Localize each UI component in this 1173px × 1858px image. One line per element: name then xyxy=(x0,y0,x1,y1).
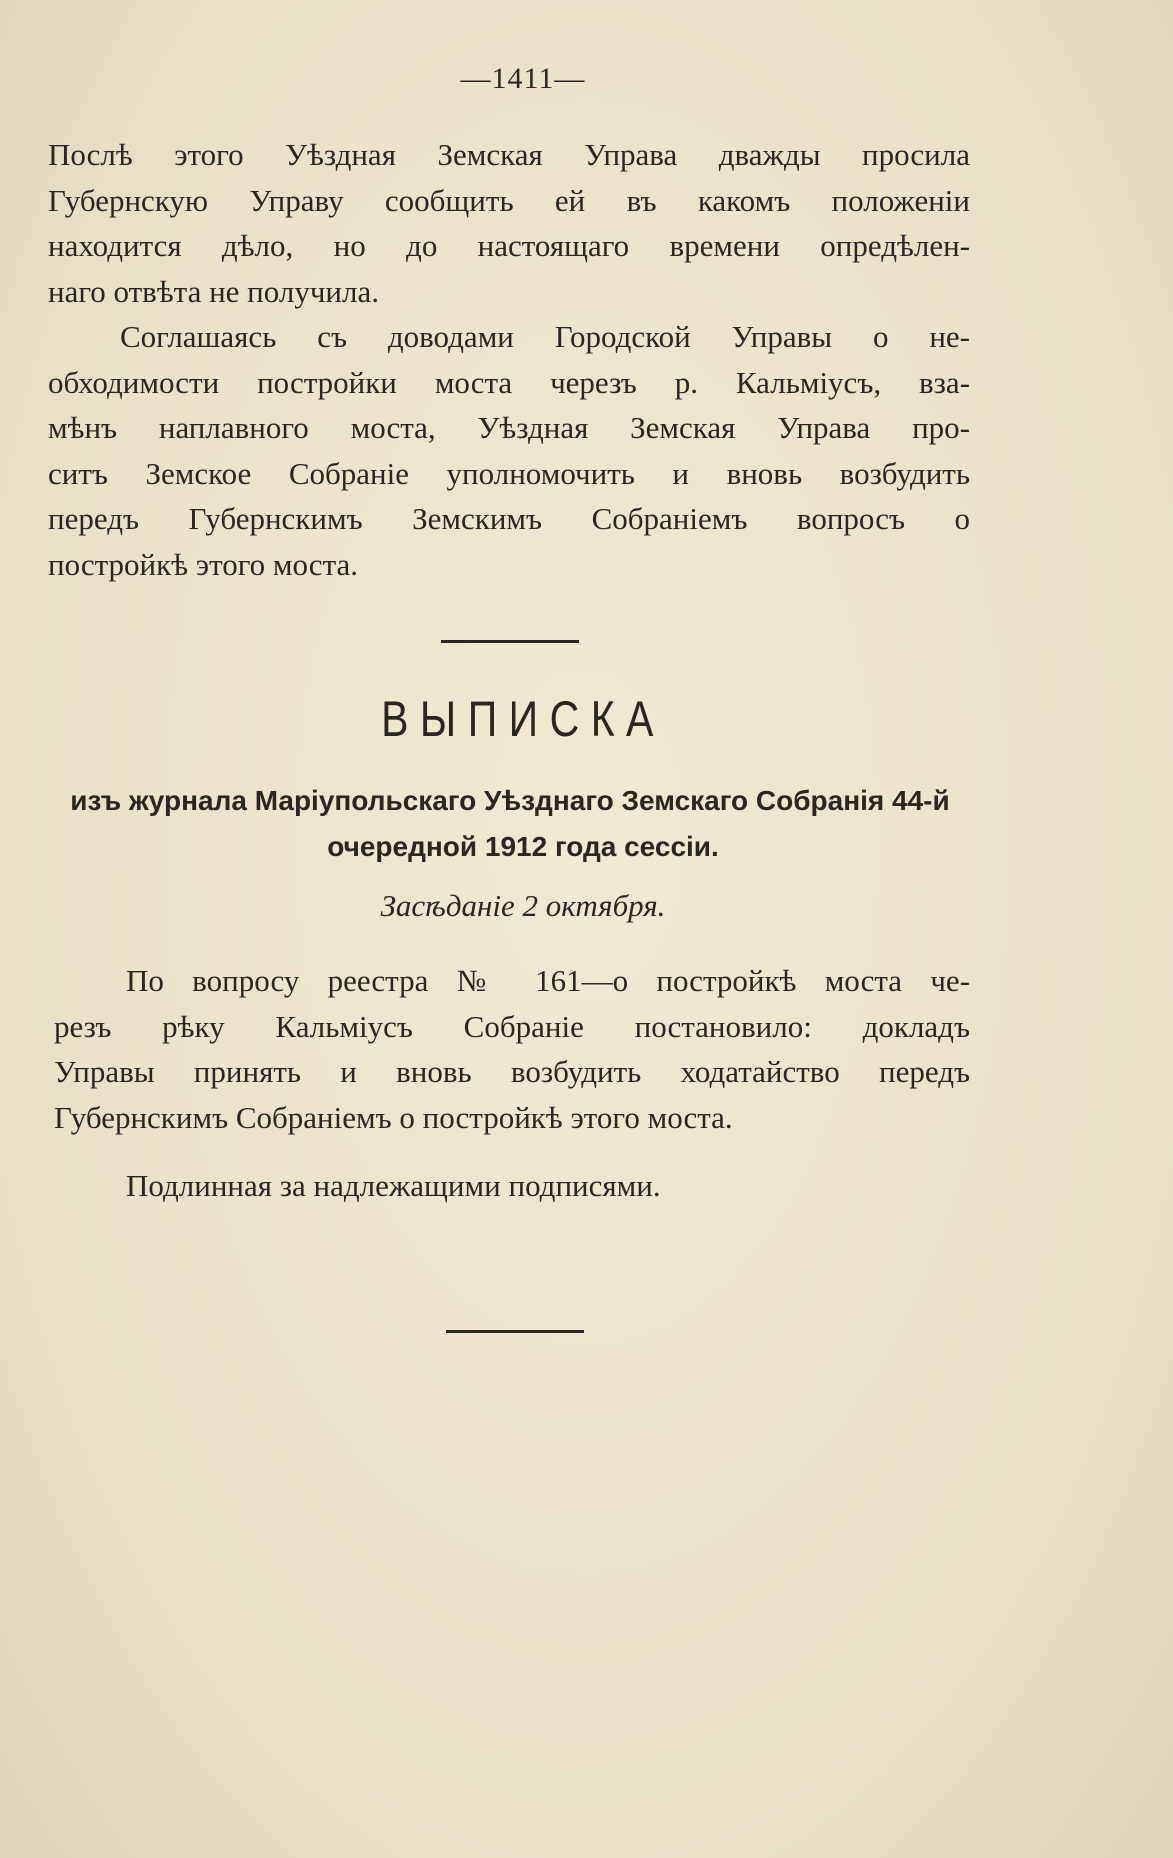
paragraph-2-line: ситъ Земское Собраніе уполномочить и вновь возбудить xyxy=(48,455,970,491)
paragraph-1 xyxy=(48,132,970,314)
paragraph-2-line: Соглашаясь съ доводами Городской Управы о не- xyxy=(120,319,970,354)
section-divider xyxy=(441,640,579,643)
paragraph-3-line: Управы принять и вновь возбудить ходатайство передъ xyxy=(54,1054,970,1089)
paragraph-2-line: передъ Губернскимъ Земскимъ Собраніемъ вопросъ о xyxy=(48,501,970,536)
paragraph-2-line: постройкѣ этого моста. xyxy=(48,546,358,582)
signature-note: Подлинная за надлежащими подписями. xyxy=(126,1168,661,1203)
paragraph-3-line: По вопросу реестра № 161—о постройкѣ моста че- xyxy=(126,963,970,998)
paragraph-3 xyxy=(54,958,970,1140)
section-subtitle-line-1: изъ журнала Маріупольскаго Уѣзднаго Земскаго Собранія 44-й xyxy=(70,785,950,816)
closing-divider xyxy=(446,1330,584,1333)
paragraph-2-line: мѣнъ наплавного моста, Уѣздная Земская Управа про- xyxy=(48,410,970,445)
paragraph-2-line: обходимости постройки моста черезъ р. Кальміусъ, вза- xyxy=(48,364,970,400)
paragraph-2 xyxy=(48,314,970,587)
paragraph-3-line: Губернскимъ Собраніемъ о постройкѣ этого моста. xyxy=(54,1099,733,1135)
section-title: ВЫПИСКА xyxy=(381,691,665,747)
paragraph-1-line: Губернскую Управу сообщить ей въ какомъ положеніи xyxy=(48,182,970,218)
paragraph-1-line: находится дѣло, но до настоящаго времени опредѣлен- xyxy=(48,228,970,263)
page-number: —1411— xyxy=(460,62,586,95)
paragraph-1-line: наго отвѣта не получила. xyxy=(48,273,379,309)
paragraph-3-line: резъ рѣку Кальміусъ Собраніе постановило: докладъ xyxy=(54,1008,970,1044)
paragraph-1-line: Послѣ этого Уѣздная Земская Управа дважды просила xyxy=(48,137,970,172)
section-subtitle-line-2: очередной 1912 года сессіи. xyxy=(327,831,719,862)
session-date: Засѣданіе 2 октября. xyxy=(380,888,666,923)
